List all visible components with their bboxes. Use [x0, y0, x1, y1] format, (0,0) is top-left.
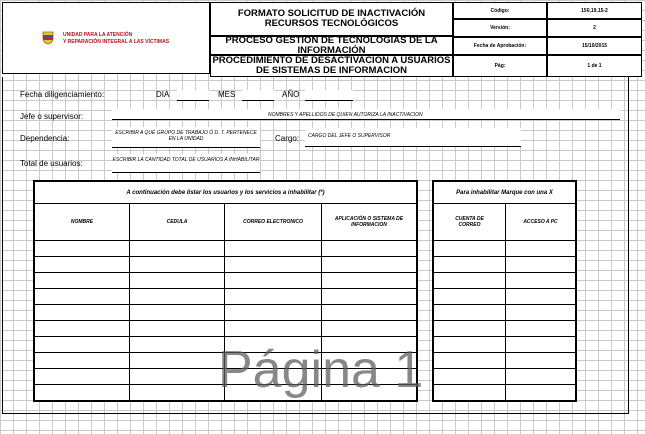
page-watermark: Página 1	[218, 341, 424, 399]
dependencia-label: Dependencia:	[20, 134, 70, 143]
total-usuarios-label: Total de usuarios:	[20, 159, 83, 168]
users-col-divider	[321, 204, 322, 400]
disable-row-line	[434, 368, 575, 369]
mes-field[interactable]	[242, 90, 274, 101]
pag-label: Pág:	[453, 55, 547, 77]
users-row-line	[35, 336, 416, 337]
users-col-divider	[129, 204, 130, 400]
disable-row-line	[434, 272, 575, 273]
disable-row-line	[434, 320, 575, 321]
disable-row-line	[434, 336, 575, 337]
total-usuarios-hint: ESCRIBIR LA CANTIDAD TOTAL DE USUARIOS A INHABILITAR	[112, 157, 260, 163]
users-row-line	[35, 272, 416, 273]
codigo-value: 150,19,15-2	[547, 2, 642, 19]
header-title-format: FORMATO SOLICITUD DE INACTIVACIÓN RECURSOS TECNOLÓGICOS	[210, 2, 453, 36]
users-table-title: A continuación debe listar los usuarios y los servicios a inhabilitar (*)	[35, 182, 416, 204]
disable-col-divider	[505, 204, 506, 400]
users-row-line	[35, 320, 416, 321]
users-row-line	[35, 256, 416, 257]
cargo-hint: CARGO DEL JEFE O SUPERVISOR	[308, 133, 391, 139]
col-header-correo: CORREO ELECTRONICO	[243, 219, 303, 225]
ano-field[interactable]	[305, 90, 353, 101]
col-header-aplicacion: APLICACIÓN O SISTEMA DE INFORMACION	[334, 216, 404, 228]
header-logo-box	[2, 2, 210, 74]
mes-label: MES	[218, 90, 236, 99]
dependencia-hint: ESCRIBIR A QUÉ GRUPO DE TRABAJO Ó D. T. PERTENECE EN LA UNIDAD	[115, 130, 257, 142]
version-label: Versión:	[453, 19, 547, 37]
col-header-nombre: NOMBRE	[70, 219, 94, 225]
disable-row-line	[434, 256, 575, 257]
disable-row-line	[434, 304, 575, 305]
dia-field[interactable]	[177, 90, 209, 101]
jefe-hint: NOMBRES Y APELLIDOS DE QUIEN AUTORIZA LA INACTIVACION	[268, 112, 423, 118]
disable-table	[432, 180, 577, 402]
disable-row-line	[434, 288, 575, 289]
users-row-line	[35, 304, 416, 305]
fecha-diligenciamiento-label: Fecha diligenciamiento:	[20, 90, 105, 99]
users-table	[33, 180, 418, 402]
pag-value: 1 de 1	[547, 55, 642, 77]
cargo-label: Cargo:	[275, 134, 300, 143]
fecha-aprobacion-label: Fecha de Aprobación:	[453, 37, 547, 55]
users-row-line	[35, 384, 416, 385]
header-title-procedure: PROCEDIMIENTO DE DESACTIVACION A USUARIOS DE SISTEMAS DE INFORMACION	[210, 55, 453, 77]
jefe-label: Jefe o supervisor:	[20, 112, 84, 121]
users-col-divider	[224, 204, 225, 400]
disable-row-line	[434, 352, 575, 353]
dia-label: DIA	[156, 90, 170, 99]
ano-label: AÑO	[282, 90, 300, 99]
header-title-process: PROCESO GESTION DE TECNOLOGIAS DE LA INFORMACIÓN	[210, 36, 453, 55]
logo-text-line1: UNIDAD PARA LA ATENCIÓN	[63, 32, 133, 38]
codigo-label: Código:	[453, 2, 547, 19]
col-header-cedula: CEDULA	[166, 219, 188, 225]
disable-row-line	[434, 384, 575, 385]
fecha-aprobacion-value: 15/10/2015	[547, 37, 642, 55]
users-row-line	[35, 288, 416, 289]
disable-table-title: Para inhabilitar Marque con una X	[434, 182, 575, 204]
logo-text-line2: Y REPARACIÓN INTEGRAL A LAS VÍCTIMAS	[63, 39, 170, 45]
disable-row-line	[434, 240, 575, 241]
version-value: 2	[547, 19, 642, 37]
col-header-cuenta-correo: CUENTA DE CORREO	[455, 216, 484, 228]
users-row-line	[35, 240, 416, 241]
col-header-acceso-pc: ACCESO A PC	[523, 219, 558, 225]
users-row-line	[35, 352, 416, 353]
users-row-line	[35, 368, 416, 369]
coat-of-arms-icon	[41, 30, 55, 45]
